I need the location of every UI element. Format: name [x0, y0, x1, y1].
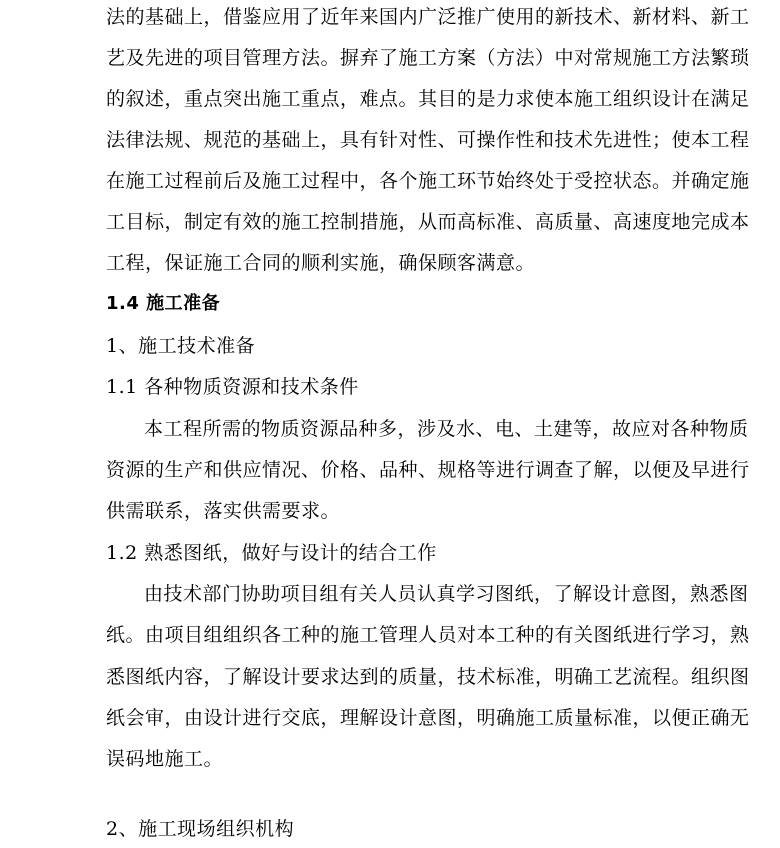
intro-line: 的叙述，重点突出施工重点，难点。其目的是力求使本施工组织设计在满足 — [106, 88, 750, 110]
paragraph-line: 资源的生产和供应情况、价格、品种、规格等进行调查了解，以便及早进行 — [106, 459, 750, 481]
subsection-heading-1-1: 1.1 各种物质资源和技术条件 — [106, 376, 359, 398]
paragraph-line: 本工程所需的物质资源品种多，涉及水、电、土建等，故应对各种物质 — [144, 418, 749, 440]
intro-line: 艺及先进的项目管理方法。摒弃了施工方案（方法）中对常规施工方法繁琐 — [106, 47, 750, 69]
paragraph-line: 由技术部门协助项目组有关人员认真学习图纸，了解设计意图，熟悉图 — [144, 583, 749, 605]
intro-line: 法律法规、规范的基础上，具有针对性、可操作性和技术先进性；使本工程 — [106, 129, 750, 151]
paragraph-line: 悉图纸内容，了解设计要求达到的质量，技术标准，明确工艺流程。组织图 — [106, 666, 750, 688]
item-heading-2: 2、施工现场组织机构 — [106, 818, 295, 840]
subsection-heading-1-2: 1.2 熟悉图纸，做好与设计的结合工作 — [106, 542, 437, 564]
intro-line: 法的基础上，借鉴应用了近年来国内广泛推广使用的新技术、新材料、新工 — [106, 6, 750, 28]
item-heading-1: 1、施工技术准备 — [106, 335, 256, 357]
paragraph-line: 误码地施工。 — [106, 748, 224, 770]
paragraph-line: 纸。由项目组组织各工种的施工管理人员对本工种的有关图纸进行学习，熟 — [106, 624, 750, 646]
intro-line: 在施工过程前后及施工过程中，各个施工环节始终处于受控状态。并确定施 — [106, 170, 750, 192]
intro-line: 工目标，制定有效的施工控制措施，从而高标准、高质量、高速度地完成本 — [106, 211, 750, 233]
section-heading-1-4: 1.4 施工准备 — [106, 293, 221, 314]
intro-line: 工程，保证施工合同的顺利实施，确保顾客满意。 — [106, 252, 536, 274]
paragraph-line: 纸会审，由设计进行交底，理解设计意图，明确施工质量标准，以便正确无 — [106, 707, 750, 729]
paragraph-line: 供需联系，落实供需要求。 — [106, 500, 341, 522]
